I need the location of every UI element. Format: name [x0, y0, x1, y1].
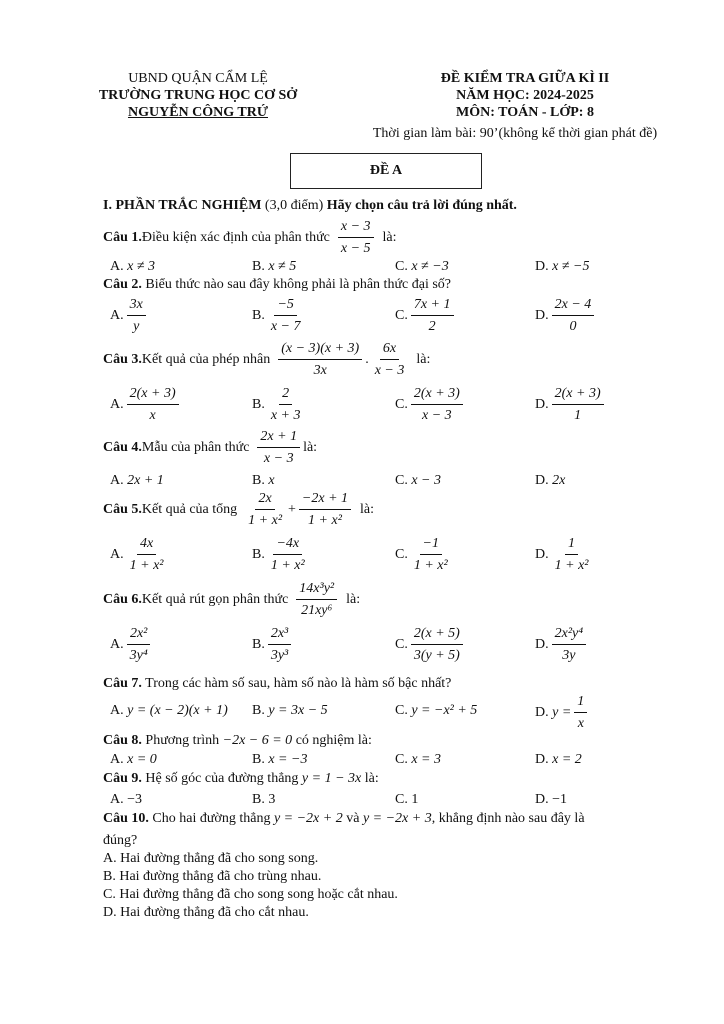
fraction [257, 428, 300, 467]
option-letter: D. [535, 704, 549, 720]
denominator: x + 3 [270, 408, 301, 423]
question-label: Câu 5. [103, 501, 142, 517]
question-label: Câu 4. [103, 439, 142, 455]
denominator: 3x [313, 363, 327, 378]
numerator: (x − 3)(x + 3) [278, 340, 362, 360]
question-label: Câu 3. [103, 351, 142, 367]
option-letter: D. [535, 307, 549, 323]
fraction [268, 535, 308, 574]
numerator: 7x + 1 [411, 296, 454, 316]
option-b [252, 535, 311, 574]
numerator: 2 [279, 385, 292, 405]
plus-sign: + [288, 501, 296, 517]
numerator: 14x³y² [296, 580, 337, 600]
school-year: NĂM HỌC: 2024-2025 [456, 88, 594, 103]
option-a [110, 296, 149, 335]
question-1 [103, 218, 397, 257]
question-5 [103, 490, 374, 529]
option-letter: B. [252, 703, 265, 718]
option-d [535, 752, 582, 768]
question-label: Câu 6. [103, 591, 142, 607]
option-d [535, 792, 567, 808]
fraction [278, 340, 362, 379]
fraction [372, 340, 408, 379]
question-tail: là: [416, 351, 431, 367]
question-tail: có nghiệm là: [292, 733, 372, 748]
denominator: 1 + x² [270, 558, 305, 573]
option-c [395, 259, 449, 275]
numerator: 2x² [127, 625, 150, 645]
school-name: NGUYỄN CÔNG TRỨ [127, 105, 268, 120]
option-a [110, 752, 157, 768]
numerator: −4x [273, 535, 302, 555]
numerator: 6x [380, 340, 399, 360]
denominator: x [577, 716, 584, 731]
fraction [245, 490, 285, 529]
option-value: y = (x − 2)(x + 1) [127, 703, 228, 718]
option-value: x = 3 [411, 752, 442, 767]
denominator: 3y [562, 648, 576, 663]
option-letter: C. [395, 546, 408, 562]
question-3 [103, 340, 430, 379]
question-text: Kết quả của phép nhân [141, 351, 271, 367]
equation-1: y = −2x + 2 [273, 811, 343, 826]
option-b [252, 473, 275, 489]
denominator: 1 + x² [413, 558, 448, 573]
option-d [535, 296, 597, 335]
option-value: x ≠ 5 [268, 259, 297, 274]
numerator: 2x³ [268, 625, 291, 645]
option-letter: C. [395, 752, 408, 767]
question-8 [103, 733, 372, 749]
option-b [252, 792, 275, 808]
numerator: 3x [127, 296, 146, 316]
numerator: 4x [137, 535, 156, 555]
option-letter: D. [535, 396, 549, 412]
question-label: Câu 10. [103, 811, 149, 826]
fraction [552, 296, 595, 335]
question-label: Câu 9. [103, 771, 142, 786]
question-10 [103, 811, 585, 827]
numerator: 2x − 4 [552, 296, 595, 316]
question-text: Phương trình [141, 733, 223, 748]
option-letter: D. [535, 792, 549, 807]
question-text: Kết quả rút gọn phân thức [141, 591, 289, 607]
denominator: 0 [569, 319, 577, 334]
option-letter: A. [110, 636, 124, 652]
section-points: (3,0 điểm) [261, 198, 327, 213]
denominator: 3(y + 5) [413, 648, 460, 663]
option-value: 1 [411, 792, 419, 807]
numerator: −2x + 1 [299, 490, 351, 510]
option-letter: C. [395, 307, 408, 323]
equation-2: y = −2x + 3 [362, 811, 432, 826]
numerator: 2x²y⁴ [552, 625, 587, 645]
option-letter: B. [252, 307, 265, 323]
denominator: 3y³ [270, 648, 289, 663]
question-label: Câu 1. [103, 229, 142, 245]
question-text: Mẫu của phân thức [141, 439, 250, 455]
option-letter: A. [110, 792, 124, 807]
option-letter: A. [110, 752, 124, 767]
option-a [110, 473, 164, 489]
option-letter: B. [252, 752, 265, 767]
option-letter: D. [535, 259, 549, 274]
question-tail: là: [361, 771, 379, 786]
option-c: C. Hai đường thẳng đã cho song song hoặc cắt nhau. [103, 887, 398, 902]
option-value: y = [552, 704, 572, 720]
denominator: x − 3 [374, 363, 405, 378]
fraction [411, 535, 451, 574]
option-letter: C. [395, 473, 408, 488]
question-tail: là: [303, 439, 318, 455]
option-a [110, 259, 155, 275]
option-letter: A. [110, 259, 124, 274]
question-text: Hệ số góc của đường thẳng [141, 771, 302, 786]
option-c [395, 385, 466, 424]
denominator: 1 + x² [248, 513, 283, 528]
option-d [535, 259, 589, 275]
fraction [268, 385, 304, 424]
option-value: x − 3 [411, 473, 442, 488]
option-letter: B. [252, 396, 265, 412]
option-value: x ≠ 3 [127, 259, 156, 274]
denominator: 1 [574, 408, 582, 423]
option-letter: B. [252, 259, 265, 274]
fraction [268, 625, 291, 664]
option-letter: A. [110, 703, 124, 718]
school-header [78, 70, 318, 121]
option-b [252, 625, 294, 664]
option-d [535, 625, 589, 664]
option-value: y = 3x − 5 [268, 703, 328, 718]
denominator: 1 + x² [308, 513, 342, 528]
question-9 [103, 771, 379, 787]
option-c [395, 535, 454, 574]
option-a [110, 703, 228, 719]
denominator: 2 [428, 319, 436, 334]
option-value: x = 0 [127, 752, 157, 767]
fraction [338, 218, 374, 257]
option-d [535, 473, 565, 489]
option-c [395, 752, 441, 768]
denominator: x − 3 [263, 451, 294, 466]
exam-title: ĐỀ KIỂM TRA GIỮA KÌ II [440, 71, 610, 86]
option-letter: B. [252, 636, 265, 652]
denominator: x − 3 [422, 408, 452, 423]
option-b: B. Hai đường thẳng đã cho trùng nhau. [103, 869, 322, 884]
option-d [535, 693, 590, 732]
question-2 [103, 277, 451, 293]
denominator: x − 5 [340, 241, 371, 256]
option-d [535, 385, 607, 424]
fraction [411, 625, 463, 664]
option-c [395, 703, 477, 719]
question-text: Biểu thức nào sau đây không phải là phân thức đại số? [141, 277, 452, 292]
denominator: 1 + x² [554, 558, 589, 573]
option-value: x [268, 473, 275, 488]
numerator: 2(x + 5) [411, 625, 463, 645]
option-letter: A. [110, 396, 124, 412]
fraction [127, 535, 167, 574]
option-value: 2x [552, 473, 566, 488]
question-text: Cho hai đường thẳng [148, 811, 274, 826]
option-value: −3 [127, 792, 143, 807]
fraction [552, 625, 587, 664]
question-tail: là: [360, 501, 375, 517]
exam-code-box [290, 153, 482, 189]
section-heading [103, 198, 517, 214]
equation: y = 1 − 3x [301, 771, 362, 786]
option-b [252, 296, 307, 335]
numerator: −1 [420, 535, 442, 555]
option-d [535, 535, 594, 574]
fraction [299, 490, 351, 529]
question-text: Điều kiện xác định của phân thức [141, 229, 330, 245]
option-letter: C. [395, 396, 408, 412]
option-value: x = 2 [552, 752, 582, 767]
option-a: A. Hai đường thẳng đã cho song song. [103, 851, 319, 866]
question-tail: là: [382, 229, 397, 245]
option-value: 2x + 1 [127, 473, 164, 488]
question-10-continuation: đúng? [103, 833, 138, 848]
option-value: x ≠ −5 [552, 259, 590, 274]
option-c [395, 625, 466, 664]
numerator: x − 3 [338, 218, 374, 238]
district-name: UBND QUẬN CẨM LỆ [128, 71, 268, 86]
option-letter: D. [535, 546, 549, 562]
section-title: I. PHẦN TRẮC NGHIỆM [103, 198, 262, 213]
option-letter: A. [110, 473, 124, 488]
option-letter: C. [395, 792, 408, 807]
option-a [110, 792, 142, 808]
conjunction: và [342, 811, 363, 826]
question-7 [103, 676, 451, 692]
numerator: 2x + 1 [257, 428, 300, 448]
denominator: 1 + x² [129, 558, 164, 573]
option-letter: C. [395, 259, 408, 274]
fraction [552, 385, 604, 424]
option-letter: B. [252, 473, 265, 488]
option-letter: C. [395, 636, 408, 652]
fraction [127, 625, 151, 664]
subject-grade: MÔN: TOÁN - LỚP: 8 [456, 105, 594, 120]
option-a [110, 535, 169, 574]
option-c [395, 296, 457, 335]
option-letter: C. [395, 703, 408, 718]
option-value: −1 [552, 792, 568, 807]
option-a [110, 385, 182, 424]
question-tail: , khẳng định nào sau đây là [431, 811, 585, 826]
exam-duration: Thời gian làm bài: 90’(không kể thời gian phát đề) [372, 126, 658, 141]
option-letter: A. [110, 307, 124, 323]
question-label: Câu 8. [103, 733, 142, 748]
option-letter: D. [535, 752, 549, 767]
numerator: 2x [255, 490, 274, 510]
numerator: −5 [274, 296, 296, 316]
fraction [574, 693, 587, 732]
question-label: Câu 2. [103, 277, 142, 292]
denominator: 3y⁴ [129, 648, 148, 663]
fraction [411, 296, 454, 335]
option-letter: D. [535, 473, 549, 488]
denominator: x [149, 408, 156, 423]
equation: −2x − 6 = 0 [222, 733, 293, 748]
fraction [296, 580, 337, 619]
option-value: 3 [268, 792, 276, 807]
fraction [127, 296, 146, 335]
multiply-dot: . [365, 351, 369, 367]
exam-header [380, 70, 670, 121]
fraction [127, 385, 179, 424]
question-6 [103, 580, 360, 619]
numerator: 2(x + 3) [127, 385, 179, 405]
option-a [110, 625, 154, 664]
numerator: 1 [574, 693, 587, 713]
numerator: 2(x + 3) [411, 385, 463, 405]
numerator: 2(x + 3) [552, 385, 604, 405]
option-letter: B. [252, 792, 265, 807]
option-letter: A. [110, 546, 124, 562]
exam-code: ĐỀ A [369, 163, 403, 178]
option-value: x ≠ −3 [411, 259, 449, 274]
option-letter: D. [535, 636, 549, 652]
denominator: 21xy⁶ [301, 603, 333, 618]
option-b [252, 259, 296, 275]
option-b [252, 385, 307, 424]
option-c [395, 792, 418, 808]
question-text: Kết quả của tổng [141, 501, 238, 517]
option-value: x = −3 [268, 752, 308, 767]
question-label: Câu 7. [103, 676, 142, 691]
school-type: TRƯỜNG TRUNG HỌC CƠ SỞ [98, 88, 298, 103]
option-d: D. Hai đường thẳng đã cho cắt nhau. [103, 905, 309, 920]
option-c [395, 473, 441, 489]
question-4 [103, 428, 317, 467]
denominator: x − 7 [270, 319, 301, 334]
fraction [268, 296, 304, 335]
option-value: y = −x² + 5 [411, 703, 478, 718]
fraction [552, 535, 592, 574]
question-text: Trong các hàm số sau, hàm số nào là hàm số bậc nhất? [141, 676, 452, 691]
numerator: 1 [565, 535, 578, 555]
option-letter: B. [252, 546, 265, 562]
denominator: y [133, 319, 140, 334]
fraction [411, 385, 463, 424]
question-tail: là: [346, 591, 361, 607]
option-b [252, 703, 328, 719]
option-b [252, 752, 307, 768]
section-instruction: Hãy chọn câu trả lời đúng nhất. [326, 198, 517, 213]
